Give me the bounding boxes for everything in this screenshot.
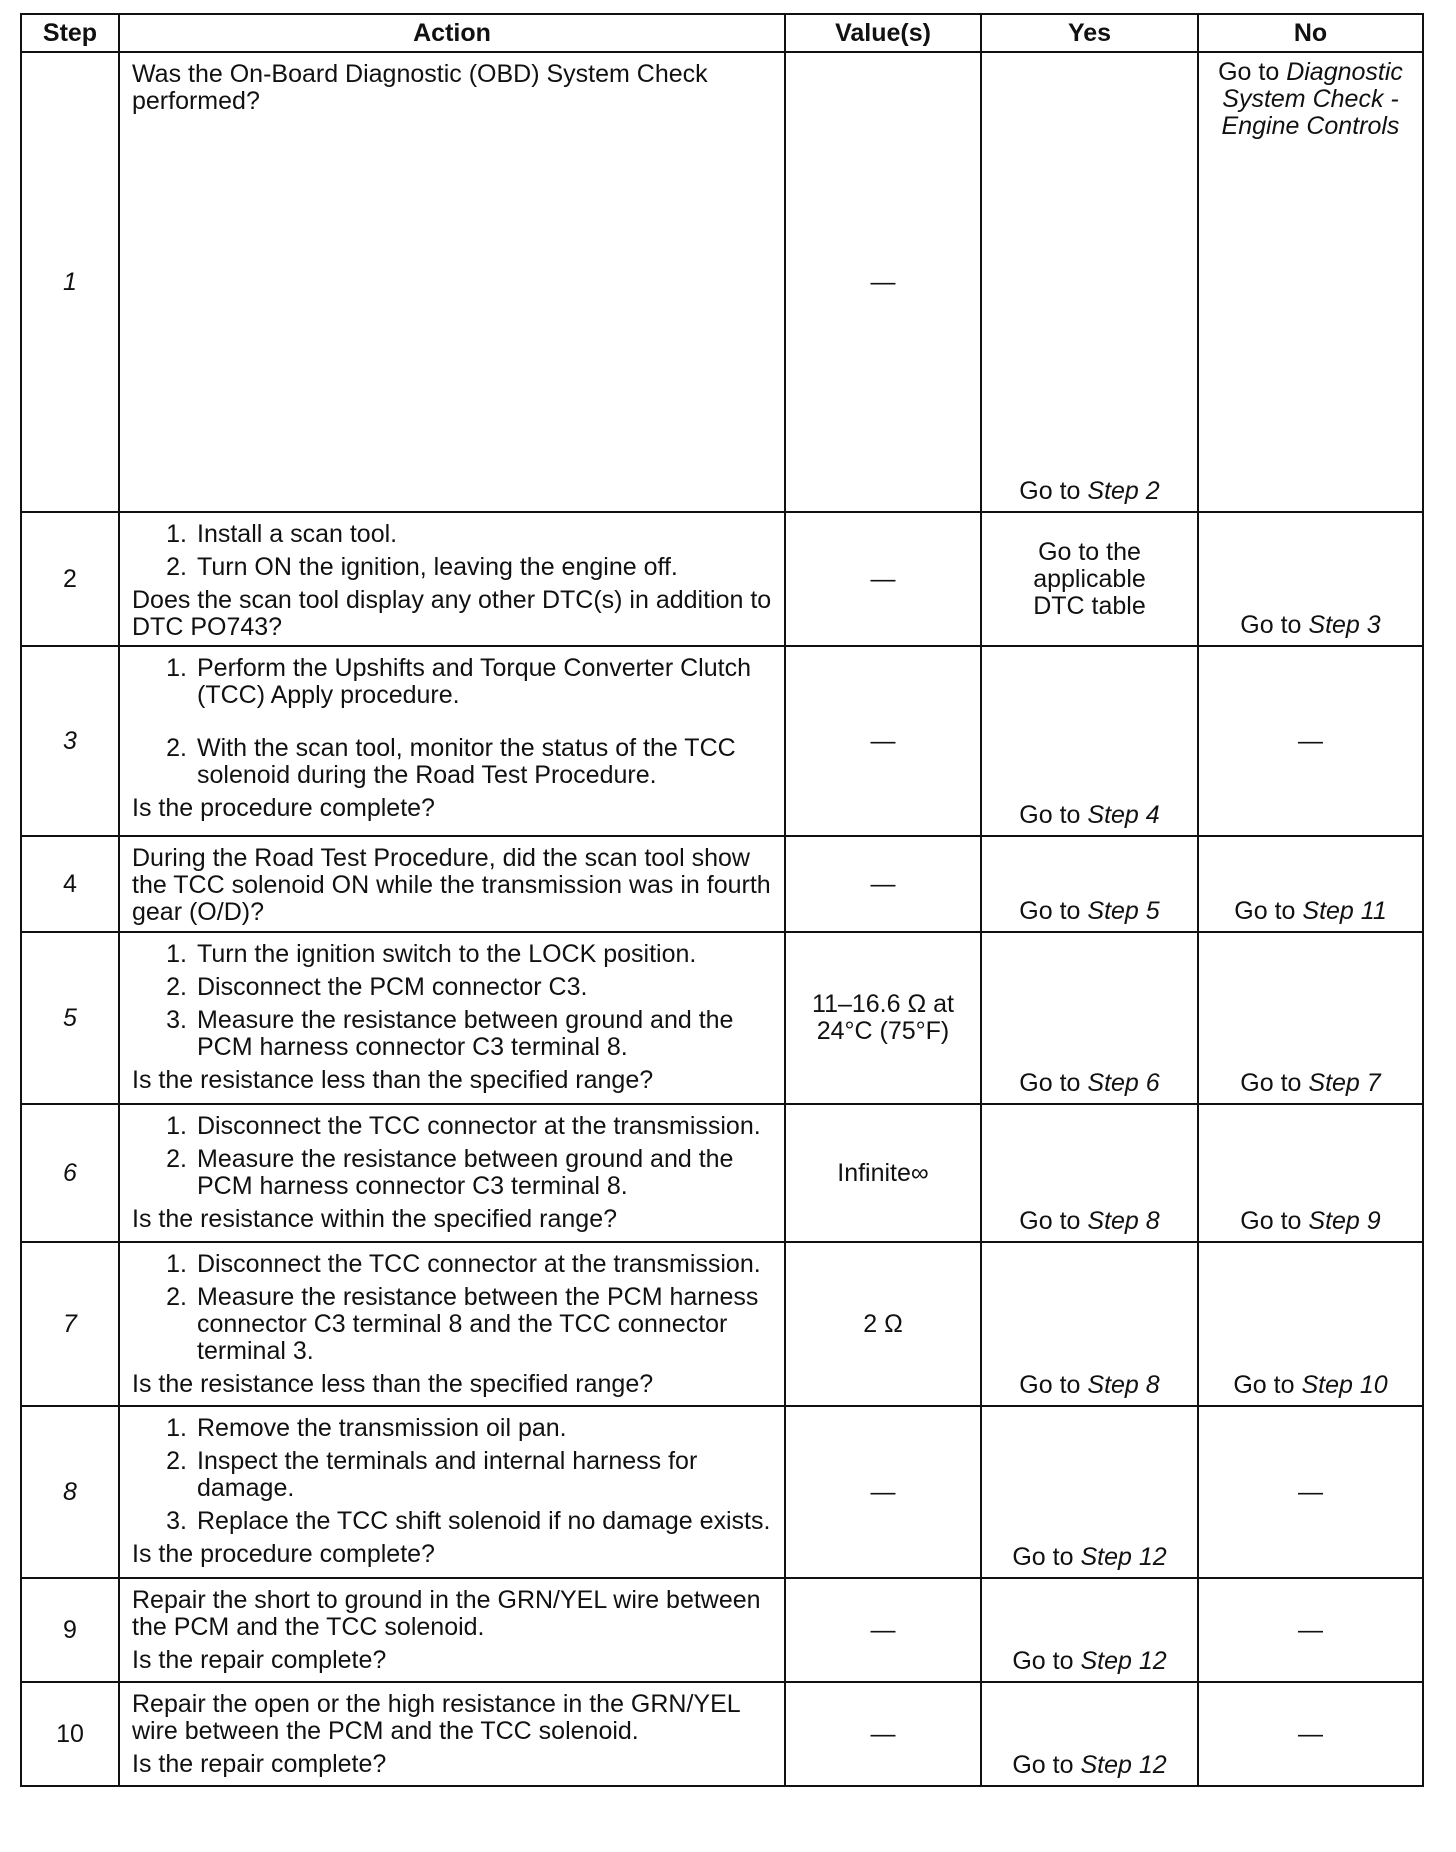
no-link[interactable]: Step 9 — [1308, 1207, 1381, 1235]
value-cell — [785, 932, 981, 1104]
action-list — [132, 655, 772, 789]
table-row — [21, 1578, 1423, 1682]
no-link[interactable]: Step 10 — [1301, 1371, 1388, 1399]
table-row — [21, 646, 1423, 836]
action-question: Is the resistance less than the specified range? — [132, 1370, 654, 1398]
action-question: Is the procedure complete? — [132, 794, 435, 822]
no-cell: — — [1198, 1578, 1423, 1682]
header-row — [21, 14, 1423, 52]
no-cell — [1198, 52, 1423, 512]
action-question: Is the resistance within the specified range? — [132, 1205, 617, 1233]
action-cell — [119, 52, 785, 512]
yes-cell: Go to Step 12 — [981, 1578, 1198, 1682]
header-values: Value(s) — [785, 14, 981, 52]
action-list — [132, 521, 772, 581]
header-no: No — [1198, 14, 1423, 52]
yes-link[interactable]: Step 8 — [1087, 1371, 1160, 1399]
action-cell — [119, 1682, 785, 1786]
list-item: 3. Replace the TCC shift solenoid if no damage exists. — [166, 1507, 771, 1535]
header-step: Step — [21, 14, 119, 52]
yes-cell: Go to Step 8 — [981, 1104, 1198, 1242]
no-link[interactable]: Step 11 — [1302, 897, 1387, 925]
no-link[interactable]: Step 3 — [1308, 611, 1381, 639]
yes-cell: Go to Step 8 — [981, 1242, 1198, 1406]
value-cell: — — [785, 1682, 981, 1786]
yes-link[interactable]: Step 4 — [1087, 801, 1160, 829]
step-number: 10 — [21, 1682, 119, 1786]
no-cell: Go to Step 10 — [1198, 1242, 1423, 1406]
step-number: 7 — [21, 1242, 119, 1406]
action-question: Does the scan tool display any other DTC(s) in addition to DTC PO743? — [132, 586, 772, 641]
step-number: 3 — [21, 646, 119, 836]
action-question: Is the resistance less than the specified range? — [132, 1066, 654, 1094]
list-item: 2. With the scan tool, monitor the status of the TCC solenoid during the Road Test Procedure. — [166, 734, 736, 789]
yes-link[interactable]: Step 5 — [1087, 897, 1160, 925]
table-row — [21, 1104, 1423, 1242]
step-number: 1 — [21, 52, 119, 512]
action-list — [132, 1415, 772, 1535]
yes-link[interactable]: Step 6 — [1087, 1069, 1160, 1097]
action-cell — [119, 836, 785, 932]
action-list — [132, 941, 772, 1061]
action-cell — [119, 932, 785, 1104]
list-item: 1. Disconnect the TCC connector at the transmission. — [166, 1250, 761, 1278]
yes-cell — [981, 52, 1198, 512]
no-cell: — — [1198, 1406, 1423, 1578]
list-item: 2. Turn ON the ignition, leaving the engine off. — [166, 553, 678, 581]
step-number: 9 — [21, 1578, 119, 1682]
table-row — [21, 52, 1423, 512]
yes-link[interactable]: Step 2 — [1087, 477, 1160, 505]
yes-cell: Go to Step 12 — [981, 1682, 1198, 1786]
yes-cell: Go to Step 6 — [981, 932, 1198, 1104]
list-item: 2. Measure the resistance between the PCM harness connector C3 terminal 8 and the TCC connector terminal 3. — [166, 1283, 759, 1365]
no-cell: — — [1198, 646, 1423, 836]
table-row — [21, 932, 1423, 1104]
action-question: Is the repair complete? — [132, 1646, 387, 1674]
action-cell — [119, 512, 785, 646]
list-item: 1. Perform the Upshifts and Torque Converter Clutch (TCC) Apply procedure. — [166, 654, 751, 709]
no-cell: Go to Step 9 — [1198, 1104, 1423, 1242]
table-row — [21, 512, 1423, 646]
list-item: 1. Turn the ignition switch to the LOCK position. — [166, 940, 697, 968]
table-row — [21, 836, 1423, 932]
no-cell: — — [1198, 1682, 1423, 1786]
yes-link[interactable]: Step 12 — [1080, 1647, 1167, 1675]
action-question: Is the repair complete? — [132, 1750, 387, 1778]
list-item: 1. Install a scan tool. — [166, 520, 398, 548]
yes-cell: Go to Step 4 — [981, 646, 1198, 836]
action-list — [132, 1251, 772, 1365]
yes-text[interactable]: Go to the applicable DTC table — [1033, 537, 1146, 620]
action-text: Repair the open or the high resistance in the GRN/YEL wire between the PCM and the TCC solenoid. — [132, 1690, 740, 1745]
action-list — [132, 1113, 772, 1200]
yes-link[interactable]: Step 12 — [1080, 1543, 1167, 1571]
step-number: 4 — [21, 836, 119, 932]
diagnostic-table — [20, 13, 1424, 1787]
value-cell: — — [785, 52, 981, 512]
value-cell: — — [785, 836, 981, 932]
no-cell: Go to Step 3 — [1198, 512, 1423, 646]
action-text: Was the On-Board Diagnostic (OBD) System Check performed? — [132, 60, 708, 115]
value-text: 11–16.6 Ω at 24°C (75°F) — [812, 990, 954, 1045]
yes-cell: Go to Step 5 — [981, 836, 1198, 932]
step-number: 8 — [21, 1406, 119, 1578]
step-number: 6 — [21, 1104, 119, 1242]
yes-link[interactable]: Step 12 — [1080, 1751, 1167, 1779]
no-link[interactable]: Step 7 — [1308, 1069, 1381, 1097]
goto-prefix: Go to — [1218, 58, 1280, 86]
action-cell — [119, 1104, 785, 1242]
action-question: Is the procedure complete? — [132, 1540, 435, 1568]
list-item: 2. Disconnect the PCM connector C3. — [166, 973, 588, 1001]
yes-link[interactable]: Step 8 — [1087, 1207, 1160, 1235]
action-text: During the Road Test Procedure, did the scan tool show the TCC solenoid ON while the transmission was in fourth gear (O/D)? — [132, 844, 771, 926]
action-cell — [119, 1578, 785, 1682]
table-row — [21, 1406, 1423, 1578]
step-number: 5 — [21, 932, 119, 1104]
value-cell: 2 Ω — [785, 1242, 981, 1406]
value-cell: — — [785, 512, 981, 646]
list-item: 3. Measure the resistance between ground and the PCM harness connector C3 terminal 8. — [166, 1006, 734, 1061]
goto-prefix: Go to — [1019, 477, 1081, 505]
yes-cell — [981, 512, 1198, 646]
value-cell: Infinite∞ — [785, 1104, 981, 1242]
no-cell: Go to Step 11 — [1198, 836, 1423, 932]
header-action: Action — [119, 14, 785, 52]
header-yes: Yes — [981, 14, 1198, 52]
step-number: 2 — [21, 512, 119, 646]
yes-cell: Go to Step 12 — [981, 1406, 1198, 1578]
table-row — [21, 1242, 1423, 1406]
value-cell: — — [785, 646, 981, 836]
action-cell — [119, 1406, 785, 1578]
table-row — [21, 1682, 1423, 1786]
value-cell: — — [785, 1406, 981, 1578]
value-cell: — — [785, 1578, 981, 1682]
list-item: 1. Remove the transmission oil pan. — [166, 1414, 567, 1442]
list-item: 2. Inspect the terminals and internal harness for damage. — [166, 1447, 698, 1502]
list-item: 1. Disconnect the TCC connector at the transmission. — [166, 1112, 761, 1140]
action-text: Repair the short to ground in the GRN/YEL wire between the PCM and the TCC solenoid. — [132, 1586, 761, 1641]
no-link[interactable]: Diagnostic System Check - Engine Controls — [1221, 58, 1403, 140]
action-cell — [119, 646, 785, 836]
action-cell — [119, 1242, 785, 1406]
no-cell: Go to Step 7 — [1198, 932, 1423, 1104]
list-item: 2. Measure the resistance between ground and the PCM harness connector C3 terminal 8. — [166, 1145, 734, 1200]
